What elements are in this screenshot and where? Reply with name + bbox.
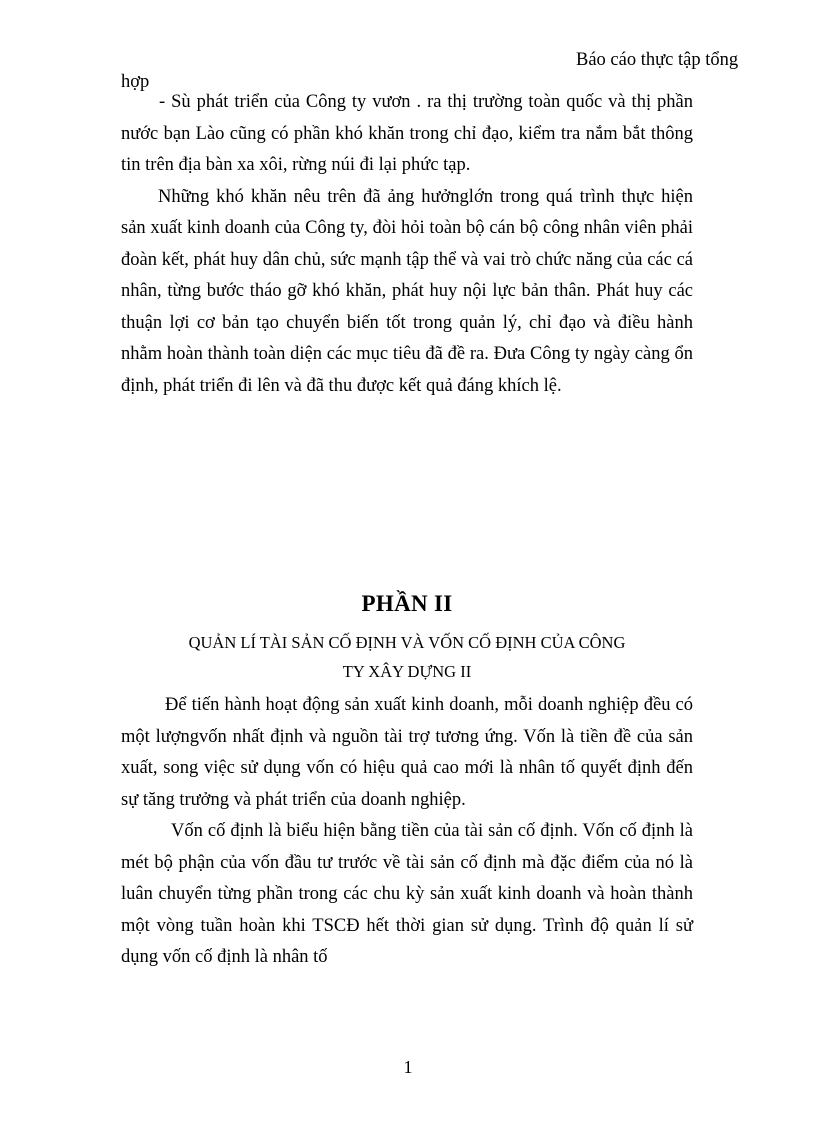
running-header-continuation: hợp — [121, 72, 150, 92]
part-subtitle — [121, 628, 693, 686]
section-1-body — [121, 87, 693, 402]
part-subtitle-line-2: TY XÂY DỰNG II — [342, 662, 472, 681]
page-number: 1 — [403, 1057, 413, 1077]
part-heading: PHẦN II — [361, 591, 453, 616]
paragraph-capital-intro: Để tiến hành hoạt động sản xuất kinh doanh, mỗi doanh nghiệp đều có một lượngvốn nhất định và nguồn tài trợ tương ứng. Vốn là tiền đề của sản xuất, song việc sử dụng vốn có hiệu quả cao mới là nhân tố quyết định đến sự tăng trưởng và phát triển của doanh nghiệp. — [121, 695, 693, 810]
paragraph-development-difficulties: - Sù phát triển của Công ty vươn . ra thị trường toàn quốc và thị phần nước bạn Lào cũng có phần khó khăn trong chỉ đạo, kiểm tra nắm bắt thông tin trên địa bàn xa xôi, rừng núi đi lại phức tạp. — [121, 92, 693, 175]
part-subtitle-line-1: QUẢN LÍ TÀI SẢN CỐ ĐỊNH VÀ VỐN CỐ ĐỊNH CỦA CÔNG — [188, 633, 626, 652]
running-header: Báo cáo thực tập tổng — [576, 50, 739, 70]
section-2-body — [121, 690, 693, 974]
paragraph-difficulties-summary: Những khó khăn nêu trên đã ảng hưởnglớn trong quá trình thực hiện sản xuất kinh doanh của Công ty, đòi hỏi toàn bộ cán bộ công nhân viên phải đoàn kết, phát huy dân chủ, sức mạnh tập thể và vai trò chức năng của các cá nhân, từng bước tháo gỡ khó khăn, phát huy nội lực bản thân. Phát huy các thuận lợi cơ bản tạo chuyển biến tốt trong quản lý, chỉ đạo và điều hành nhằm hoàn thành toàn diện các mục tiêu đã đề ra. Đưa Công ty ngày càng ổn định, phát triển đi lên và đã thu được kết quả đáng khích lệ. — [121, 186, 693, 396]
paragraph-fixed-capital: Vốn cố định là biểu hiện bằng tiền của tài sản cố định. Vốn cố định là mét bộ phận của vốn đầu tư trước về tài sản cố định mà đặc điểm của nó là luân chuyển từng phần trong các chu kỳ sản xuất kinh doanh và hoàn thành một vòng tuần hoàn khi TSCĐ hết thời gian sử dụng. Trình độ quản lí sử dụng vốn cố định là nhân tố — [121, 821, 693, 967]
